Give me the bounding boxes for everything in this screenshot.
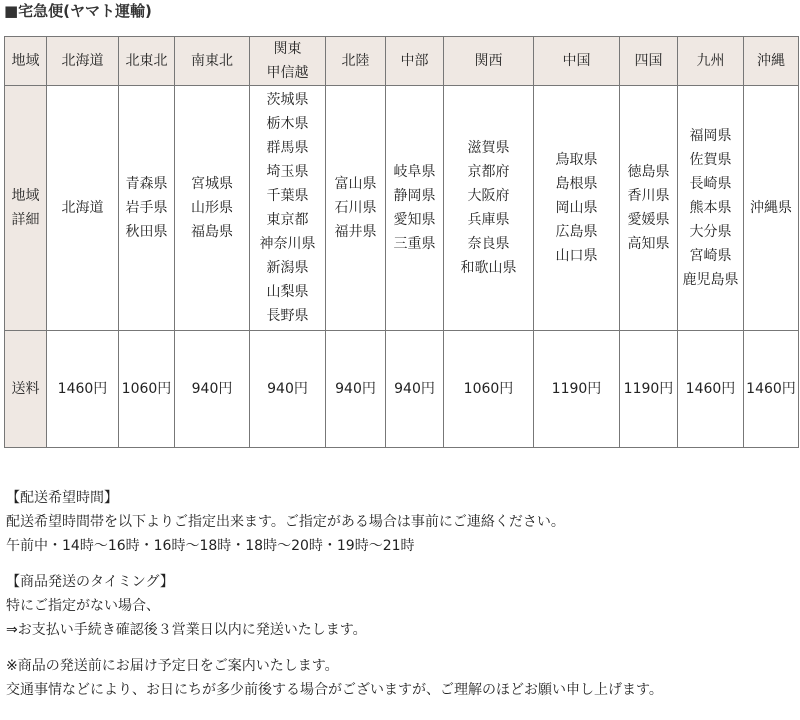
region-header-cell	[444, 37, 534, 86]
shipping-timing-line: 特にご指定がない場合、	[6, 598, 160, 614]
prefecture-list-cell	[326, 86, 386, 331]
prefecture-list-cell	[620, 86, 678, 331]
region-detail-label-line: 地域	[11, 188, 40, 204]
region-name: 九州	[696, 53, 725, 69]
prefecture-name: 愛媛県	[627, 212, 670, 228]
prefecture-name: 沖縄県	[750, 200, 792, 216]
shipping-fee-value: 1060円	[463, 381, 514, 397]
prefecture-name: 福井県	[334, 224, 377, 240]
delivery-time-description: 配送希望時間帯を以下よりご指定出来ます。ご指定がある場合は事前にご連絡ください。	[6, 514, 565, 530]
region-name: 北海道	[61, 53, 104, 69]
shipping-fee-cell	[47, 331, 119, 448]
prefecture-name: 長野県	[266, 308, 309, 324]
prefecture-name: 兵庫県	[467, 212, 510, 228]
prefecture-name: 宮崎県	[689, 248, 732, 264]
prefecture-name: 鳥取県	[555, 152, 598, 168]
region-name: 甲信越	[266, 65, 309, 81]
region-header-cell	[119, 37, 175, 86]
prefecture-name: 福島県	[191, 224, 233, 240]
delivery-notice-line: ※商品の発送前にお届け予定日をご案内いたします。	[6, 658, 339, 674]
shipping-fee-label-text: 送料	[11, 381, 40, 397]
prefecture-list-cell	[175, 86, 250, 331]
prefecture-name: 青森県	[125, 176, 168, 192]
region-name: 北東北	[125, 53, 168, 69]
prefecture-name: 京都府	[467, 164, 510, 180]
shipping-fee-cell	[534, 331, 620, 448]
prefecture-name: 神奈川県	[259, 236, 316, 252]
prefecture-list-cell	[534, 86, 620, 331]
region-name: 沖縄	[757, 53, 785, 69]
prefecture-name: 愛知県	[393, 212, 436, 228]
prefecture-list-cell	[119, 86, 175, 331]
prefecture-name: 栃木県	[266, 116, 309, 132]
region-detail-row	[5, 86, 799, 331]
region-name: 中部	[400, 53, 429, 69]
prefecture-name: 徳島県	[627, 164, 670, 180]
prefecture-name: 富山県	[334, 176, 377, 192]
region-name: 関西	[474, 53, 503, 69]
prefecture-name: 宮城県	[191, 176, 233, 192]
prefecture-name: 大分県	[689, 224, 732, 240]
prefecture-name: 埼玉県	[266, 164, 309, 180]
shipping-fee-row-label	[5, 331, 47, 448]
prefecture-name: 岩手県	[125, 200, 168, 216]
prefecture-list-cell	[386, 86, 444, 331]
shipping-fee-value: 940円	[394, 381, 435, 397]
prefecture-name: 静岡県	[393, 188, 436, 204]
region-header-cell	[744, 37, 799, 86]
shipping-fee-value: 1190円	[623, 381, 674, 397]
region-name: 四国	[634, 53, 663, 69]
shipping-fee-value: 1460円	[685, 381, 736, 397]
prefecture-name: 熊本県	[689, 200, 732, 216]
prefecture-name: 新潟県	[266, 260, 309, 276]
prefecture-name: 大阪府	[467, 188, 510, 204]
delivery-notice-line: 交通事情などにより、お日にちが多少前後する場合がございますが、ご理解のほどお願い申し上げます。	[6, 682, 663, 698]
shipping-fee-value: 1190円	[551, 381, 602, 397]
shipping-fee-value: 1060円	[121, 381, 172, 397]
prefecture-name: 広島県	[555, 224, 598, 240]
region-row-label	[5, 37, 47, 86]
shipping-fee-cell	[175, 331, 250, 448]
prefecture-name: 山梨県	[266, 284, 309, 300]
region-detail-row-label	[5, 86, 47, 331]
prefecture-name: 佐賀県	[689, 152, 732, 168]
prefecture-name: 群馬県	[266, 140, 309, 156]
prefecture-name: 鹿児島県	[682, 272, 739, 288]
prefecture-name: 滋賀県	[467, 140, 510, 156]
prefecture-name: 千葉県	[266, 188, 309, 204]
prefecture-name: 和歌山県	[460, 260, 517, 276]
region-header-cell	[620, 37, 678, 86]
shipping-fee-value: 940円	[335, 381, 376, 397]
shipping-fee-cell	[250, 331, 326, 448]
section-heading: ■宅急便(ヤマト運輸)	[4, 2, 152, 20]
shipping-fee-table	[4, 36, 799, 448]
region-header-cell	[250, 37, 326, 86]
prefecture-name: 北海道	[61, 200, 104, 216]
region-header-cell	[386, 37, 444, 86]
prefecture-list-cell	[678, 86, 744, 331]
prefecture-name: 石川県	[334, 200, 377, 216]
shipping-fee-cell	[386, 331, 444, 448]
delivery-time-title: 【配送希望時間】	[6, 490, 118, 506]
region-header-cell	[175, 37, 250, 86]
delivery-time-slots: 午前中・14時〜16時・16時〜18時・18時〜20時・19時〜21時	[6, 538, 415, 554]
shipping-fee-cell	[744, 331, 799, 448]
prefecture-name: 福岡県	[689, 128, 732, 144]
shipping-fee-cell	[326, 331, 386, 448]
prefecture-name: 東京都	[266, 212, 309, 228]
prefecture-name: 高知県	[627, 236, 670, 252]
prefecture-name: 島根県	[555, 176, 598, 192]
region-name: 南東北	[191, 53, 233, 69]
prefecture-name: 長崎県	[689, 176, 732, 192]
shipping-timing-line: ⇒お支払い手続き確認後３営業日以内に発送いたします。	[6, 622, 367, 638]
prefecture-list-cell	[744, 86, 799, 331]
shipping-fee-value: 1460円	[746, 381, 796, 397]
shipping-timing-title: 【商品発送のタイミング】	[6, 574, 174, 590]
region-name: 関東	[273, 41, 302, 57]
region-detail-label-line: 詳細	[11, 212, 40, 228]
prefecture-name: 岐阜県	[393, 164, 436, 180]
shipping-fee-cell	[620, 331, 678, 448]
region-header-cell	[678, 37, 744, 86]
prefecture-list-cell	[47, 86, 119, 331]
shipping-fee-value: 940円	[267, 381, 308, 397]
shipping-fee-cell	[119, 331, 175, 448]
prefecture-name: 岡山県	[555, 200, 598, 216]
region-header-cell	[534, 37, 620, 86]
prefecture-name: 三重県	[393, 236, 436, 252]
prefecture-name: 秋田県	[125, 224, 168, 240]
region-name: 中国	[562, 53, 591, 69]
prefecture-name: 山口県	[555, 248, 598, 264]
region-header-cell	[326, 37, 386, 86]
prefecture-name: 香川県	[627, 188, 670, 204]
prefecture-name: 山形県	[191, 200, 233, 216]
region-row-label-text: 地域	[11, 53, 40, 69]
prefecture-name: 奈良県	[467, 236, 510, 252]
shipping-fee-value: 940円	[191, 381, 233, 397]
region-name: 北陸	[341, 53, 370, 69]
prefecture-name: 茨城県	[266, 92, 309, 108]
region-header-cell	[47, 37, 119, 86]
prefecture-list-cell	[444, 86, 534, 331]
shipping-fee-row	[5, 331, 799, 448]
shipping-notes	[6, 486, 663, 702]
shipping-fee-cell	[444, 331, 534, 448]
shipping-fee-value: 1460円	[57, 381, 108, 397]
shipping-fee-cell	[678, 331, 744, 448]
prefecture-list-cell	[250, 86, 326, 331]
region-row	[5, 37, 799, 86]
